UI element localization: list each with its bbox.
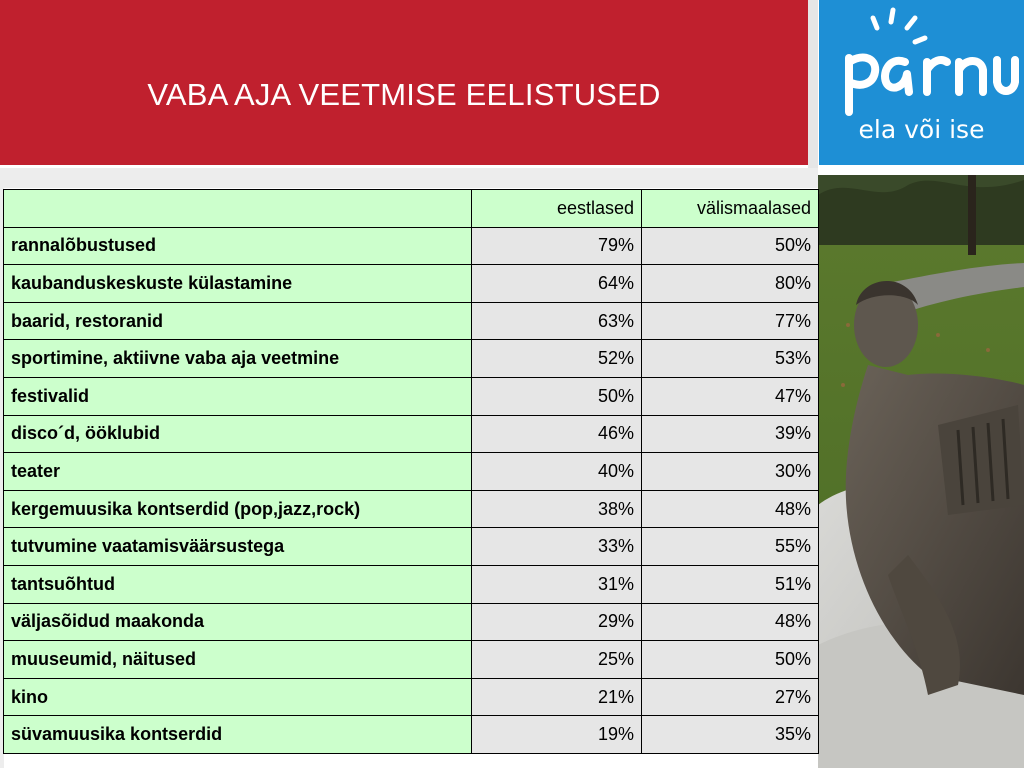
value-valismaalased: 48% — [642, 490, 819, 528]
gray-band — [0, 168, 818, 188]
value-valismaalased: 35% — [642, 716, 819, 754]
table-row — [4, 603, 819, 641]
value-eestlased: 52% — [472, 340, 642, 378]
row-label: kaubanduskeskuste külastamine — [4, 265, 472, 303]
table-row — [4, 227, 819, 265]
preferences-table — [3, 189, 818, 754]
value-eestlased: 29% — [472, 603, 642, 641]
row-label: kino — [4, 678, 472, 716]
table-row — [4, 377, 819, 415]
table-row — [4, 528, 819, 566]
header-cell-empty — [4, 190, 472, 228]
row-label: kergemuusika kontserdid (pop,jazz,rock) — [4, 490, 472, 528]
value-valismaalased: 39% — [642, 415, 819, 453]
table-row — [4, 565, 819, 603]
table-row — [4, 490, 819, 528]
value-valismaalased: 47% — [642, 377, 819, 415]
table-row — [4, 415, 819, 453]
row-label: baarid, restoranid — [4, 302, 472, 340]
value-eestlased: 38% — [472, 490, 642, 528]
table-row — [4, 302, 819, 340]
row-label: tantsuõhtud — [4, 565, 472, 603]
table-row — [4, 641, 819, 679]
row-label: teater — [4, 453, 472, 491]
value-eestlased: 64% — [472, 265, 642, 303]
value-valismaalased: 80% — [642, 265, 819, 303]
value-eestlased: 79% — [472, 227, 642, 265]
value-valismaalased: 48% — [642, 603, 819, 641]
header-cell-valismaalased: välismaalased — [642, 190, 819, 228]
value-eestlased: 46% — [472, 415, 642, 453]
value-eestlased: 31% — [472, 565, 642, 603]
table-row — [4, 265, 819, 303]
value-valismaalased: 50% — [642, 227, 819, 265]
row-label: festivalid — [4, 377, 472, 415]
divider — [808, 0, 818, 168]
value-valismaalased: 77% — [642, 302, 819, 340]
value-valismaalased: 53% — [642, 340, 819, 378]
row-label: muuseumid, näitused — [4, 641, 472, 679]
value-eestlased: 25% — [472, 641, 642, 679]
table-row — [4, 453, 819, 491]
table-header-row — [4, 190, 819, 228]
statue-photo — [818, 175, 1024, 768]
page-title: VABA AJA VEETMISE EELISTUSED — [147, 77, 661, 112]
value-valismaalased: 51% — [642, 565, 819, 603]
parnu-logo — [819, 0, 1024, 165]
logo-tagline: ela või ise — [858, 115, 985, 144]
value-eestlased: 21% — [472, 678, 642, 716]
value-valismaalased: 50% — [642, 641, 819, 679]
row-label: süvamuusika kontserdid — [4, 716, 472, 754]
table-row — [4, 340, 819, 378]
header-cell-eestlased: eestlased — [472, 190, 642, 228]
value-eestlased: 40% — [472, 453, 642, 491]
row-label: tutvumine vaatamisväärsustega — [4, 528, 472, 566]
value-eestlased: 63% — [472, 302, 642, 340]
row-label: sportimine, aktiivne vaba aja veetmine — [4, 340, 472, 378]
row-label: rannalõbustused — [4, 227, 472, 265]
table-row — [4, 716, 819, 754]
value-eestlased: 33% — [472, 528, 642, 566]
row-label: disco´d, ööklubid — [4, 415, 472, 453]
value-eestlased: 50% — [472, 377, 642, 415]
table-row — [4, 678, 819, 716]
value-valismaalased: 27% — [642, 678, 819, 716]
value-valismaalased: 55% — [642, 528, 819, 566]
value-eestlased: 19% — [472, 716, 642, 754]
value-valismaalased: 30% — [642, 453, 819, 491]
row-label: väljasõidud maakonda — [4, 603, 472, 641]
